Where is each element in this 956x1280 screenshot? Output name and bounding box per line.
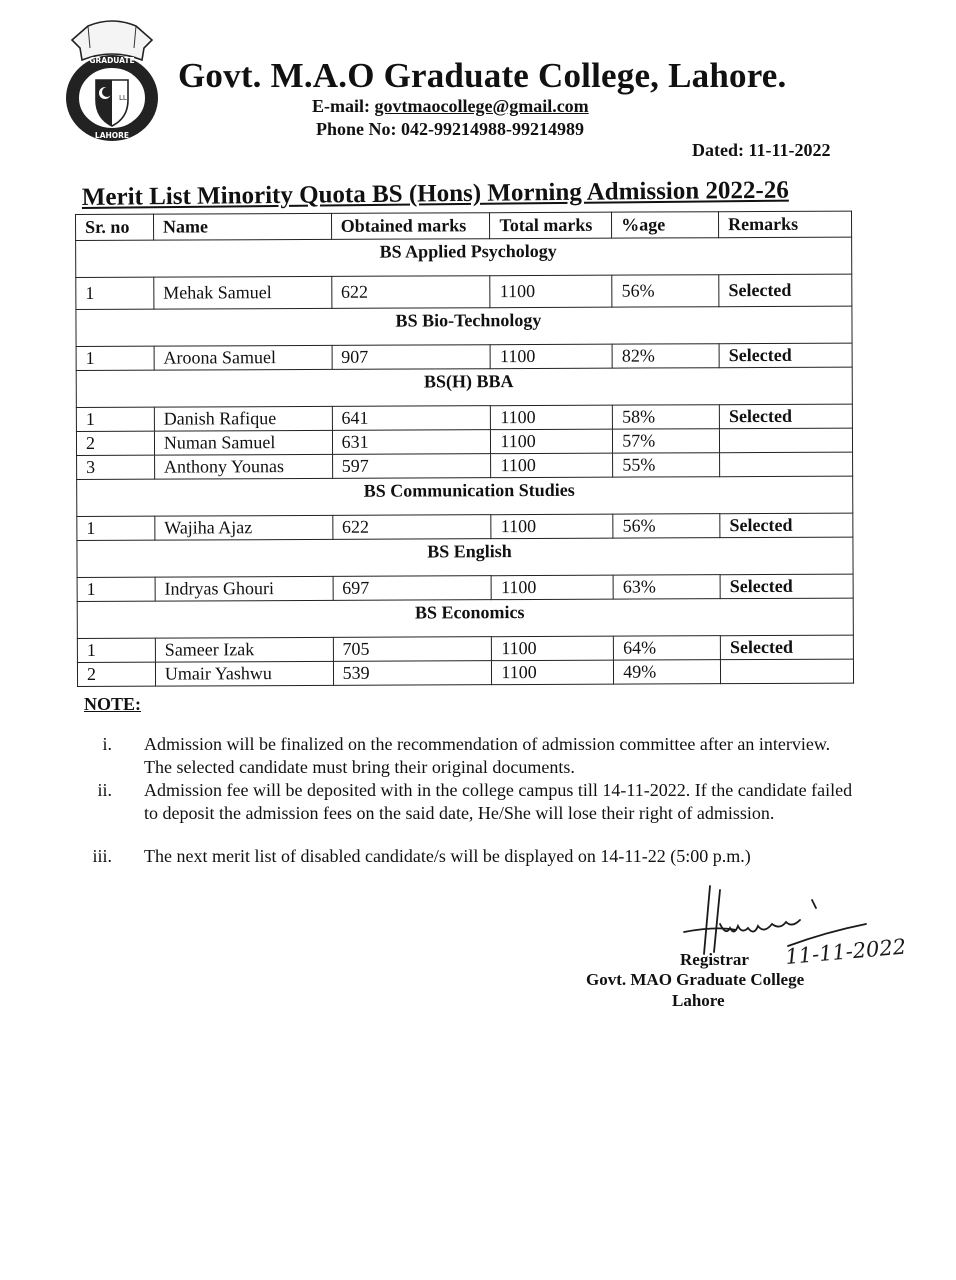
cell-name: Mehak Samuel <box>154 276 332 309</box>
svg-text:GRADUATE: GRADUATE <box>89 56 135 65</box>
cell-remarks <box>720 452 853 477</box>
section-row <box>77 537 853 577</box>
cell-percentage: 56% <box>612 275 719 307</box>
cell-percentage: 55% <box>613 453 720 477</box>
section-row <box>76 306 852 346</box>
cell-obtained: 697 <box>333 576 492 601</box>
note-text: Admission will be finalized on the recommendation of admission committee after an interview. The selected candidate must bring their original documents. <box>144 734 831 777</box>
cell-name: Sameer Izak <box>155 637 333 662</box>
column-header-remarks: Remarks <box>719 211 852 238</box>
note-number: ii. <box>97 780 112 800</box>
cell-name: Anthony Younas <box>154 454 332 479</box>
cell-obtained: 539 <box>333 661 492 686</box>
table-row <box>77 452 853 479</box>
cell-total: 1100 <box>490 275 612 308</box>
cell-obtained: 907 <box>332 345 491 370</box>
phone-number: Phone No: 042-99214988-99214989 <box>316 119 584 139</box>
table-row <box>76 274 852 309</box>
cell-obtained: 641 <box>332 406 491 431</box>
cell-percentage: 63% <box>613 575 720 599</box>
cell-percentage: 64% <box>614 636 721 660</box>
svg-text:LL: LL <box>119 94 127 102</box>
cell-name: Danish Rafique <box>154 406 332 431</box>
cell-percentage: 49% <box>614 660 721 684</box>
cell-total: 1100 <box>491 514 613 539</box>
note-heading: NOTE: <box>84 694 142 714</box>
program-heading: BS Applied Psychology <box>76 237 852 277</box>
merit-list-title: Merit List Minority Quota BS (Hons) Morning Admission 2022-26 <box>81 176 789 212</box>
cell-sr: 2 <box>76 431 154 455</box>
registrar-institution: Govt. MAO Graduate College <box>586 970 805 989</box>
note-number: iii. <box>92 846 112 866</box>
email-link[interactable]: govtmaocollege@gmail.com <box>374 96 589 116</box>
program-heading: BS Communication Studies <box>77 476 853 516</box>
section-row <box>76 367 852 407</box>
column-header-obtained-marks: Obtained marks <box>331 213 490 240</box>
section-row <box>77 598 853 638</box>
cell-percentage: 57% <box>613 429 720 453</box>
table-row <box>77 635 853 662</box>
cell-percentage: 58% <box>613 405 720 429</box>
column-header-percentage: %age <box>612 212 719 238</box>
document-date: Dated: 11-11-2022 <box>692 140 831 160</box>
cell-name: Numan Samuel <box>154 430 332 455</box>
cell-obtained: 631 <box>332 430 491 455</box>
registrar-city: Lahore <box>672 991 725 1010</box>
cell-sr: 1 <box>77 638 155 662</box>
signature-date: 11-11-2022 <box>784 934 908 969</box>
cell-remarks: Selected <box>719 343 852 368</box>
cell-remarks: Selected <box>720 513 853 538</box>
cell-remarks: Selected <box>719 274 852 307</box>
section-row <box>76 237 852 277</box>
cell-obtained: 622 <box>331 276 490 309</box>
college-logo <box>58 18 166 143</box>
note-text: The next merit list of disabled candidate/s will be displayed on 14-11-22 (5:00 p.m.) <box>144 846 751 866</box>
cell-total: 1100 <box>491 453 613 478</box>
registrar-title: Registrar <box>680 950 749 969</box>
cell-name: Indryas Ghouri <box>155 576 333 601</box>
cell-name: Umair Yashwu <box>155 661 333 686</box>
table-row <box>77 659 853 686</box>
cell-sr: 1 <box>77 577 155 601</box>
program-heading: BS English <box>77 537 853 577</box>
college-name: Govt. M.A.O Graduate College, Lahore. <box>178 56 787 95</box>
cell-percentage: 56% <box>613 514 720 538</box>
cell-remarks <box>721 659 854 684</box>
column-header-name: Name <box>153 213 331 240</box>
cell-remarks: Selected <box>720 574 853 599</box>
cell-total: 1100 <box>491 575 613 600</box>
cell-obtained: 597 <box>332 454 491 479</box>
table-row <box>76 428 852 455</box>
column-header-total-marks: Total marks <box>490 212 612 239</box>
note-number: i. <box>102 734 112 754</box>
svg-text:LAHORE: LAHORE <box>94 131 130 140</box>
cell-total: 1100 <box>490 344 612 369</box>
cell-sr: 3 <box>77 455 155 479</box>
cell-percentage: 82% <box>612 344 719 368</box>
email-label: E-mail: <box>312 96 375 116</box>
cell-total: 1100 <box>491 405 613 430</box>
cell-obtained: 705 <box>333 637 492 662</box>
cell-name: Aroona Samuel <box>154 345 332 370</box>
table-row <box>76 343 852 370</box>
table-row <box>76 404 852 431</box>
email-line <box>312 96 589 117</box>
column-header-sr-no: Sr. no <box>76 214 154 240</box>
cell-total: 1100 <box>492 660 614 685</box>
cell-sr: 2 <box>77 662 155 686</box>
cell-obtained: 622 <box>332 515 491 540</box>
note-text: Admission fee will be deposited with in the college campus till 14-11-2022. If the candidate failed to deposit the admission fees on the said date, He/She will lose their right of admission. <box>144 780 853 823</box>
cell-remarks: Selected <box>720 635 853 660</box>
cell-remarks: Selected <box>719 404 852 429</box>
cell-sr: 1 <box>77 516 155 540</box>
cell-total: 1100 <box>491 429 613 454</box>
cell-sr: 1 <box>76 277 154 309</box>
program-heading: BS Economics <box>77 598 853 638</box>
program-heading: BS Bio-Technology <box>76 306 852 346</box>
cell-name: Wajiha Ajaz <box>155 515 333 540</box>
cell-sr: 1 <box>76 346 154 370</box>
table-row <box>77 513 853 540</box>
cell-remarks <box>720 428 853 453</box>
cell-sr: 1 <box>76 407 154 431</box>
program-heading: BS(H) BBA <box>76 367 852 407</box>
cell-total: 1100 <box>492 636 614 661</box>
table-header-row <box>76 211 852 240</box>
section-row <box>77 476 853 516</box>
merit-table <box>75 211 854 687</box>
table-row <box>77 574 853 601</box>
